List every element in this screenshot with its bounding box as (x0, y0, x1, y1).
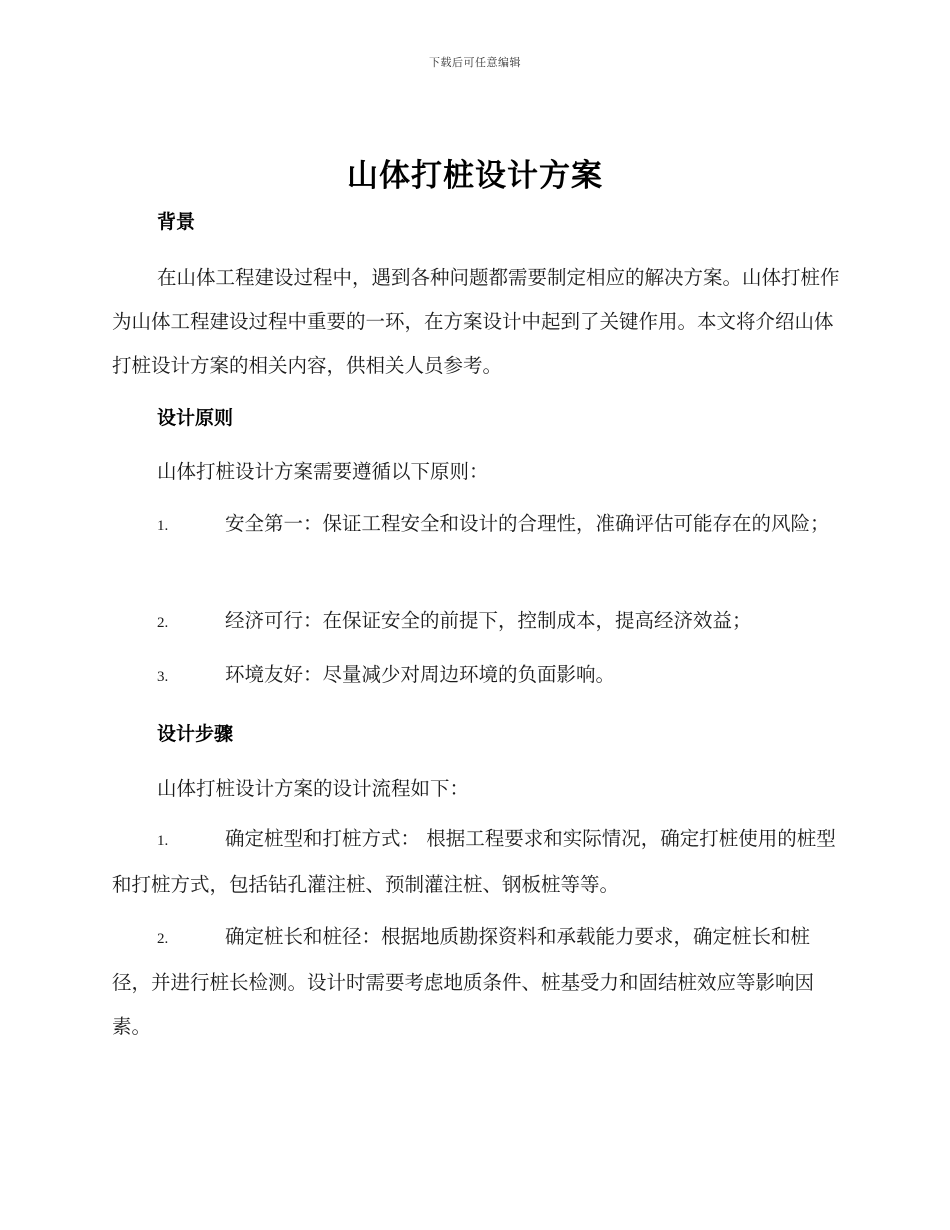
header-note: 下载后可任意编辑 (429, 56, 521, 69)
principles-intro: 山体打桩设计方案需要遵循以下原则： (157, 460, 489, 483)
section-heading-background: 背景 (157, 211, 196, 233)
document-title: 山体打桩设计方案 (347, 158, 603, 194)
steps-intro: 山体打桩设计方案的设计流程如下： (157, 777, 470, 800)
principle-item-1 (112, 502, 842, 548)
principle-item-2 (112, 599, 842, 645)
background-paragraph: 在山体工程建设过程中，遇到各种问题都需要制定相应的解决方案。山体打桩作为山体工程建设过程中重要的一环，在方案设计中起到了关键作用。本文将介绍山体打桩设计方案的相关内容，供相关人员参考。 (112, 266, 840, 377)
section-heading-principles: 设计原则 (157, 407, 234, 429)
list-text: 环境友好：尽量减少对周边环境的负面影响。 (225, 663, 616, 686)
list-number: 1. (157, 833, 169, 849)
list-number: 1. (157, 518, 169, 534)
step-item-1 (112, 817, 842, 907)
list-text: 经济可行：在保证安全的前提下，控制成本，提高经济效益； (225, 609, 752, 632)
list-number: 2. (157, 615, 169, 631)
list-text: 确定桩长和桩径：根据地质勘探资料和承载能力要求，确定桩长和桩径，并进行桩长检测。设计时需要考虑地质条件、桩基受力和固结桩效应等影响因素。 (112, 925, 815, 1038)
list-text: 安全第一：保证工程安全和设计的合理性，准确评估可能存在的风险； (225, 512, 830, 535)
step-item-2 (112, 915, 842, 1049)
list-number: 2. (157, 931, 169, 947)
section-heading-steps: 设计步骤 (157, 723, 234, 745)
list-number: 3. (157, 669, 169, 685)
list-text: 确定桩型和打桩方式： 根据工程要求和实际情况，确定打桩使用的桩型和打桩方式，包括钻孔灌注桩、预制灌注桩、钢板桩等等。 (112, 827, 836, 896)
principle-item-3 (112, 653, 842, 699)
